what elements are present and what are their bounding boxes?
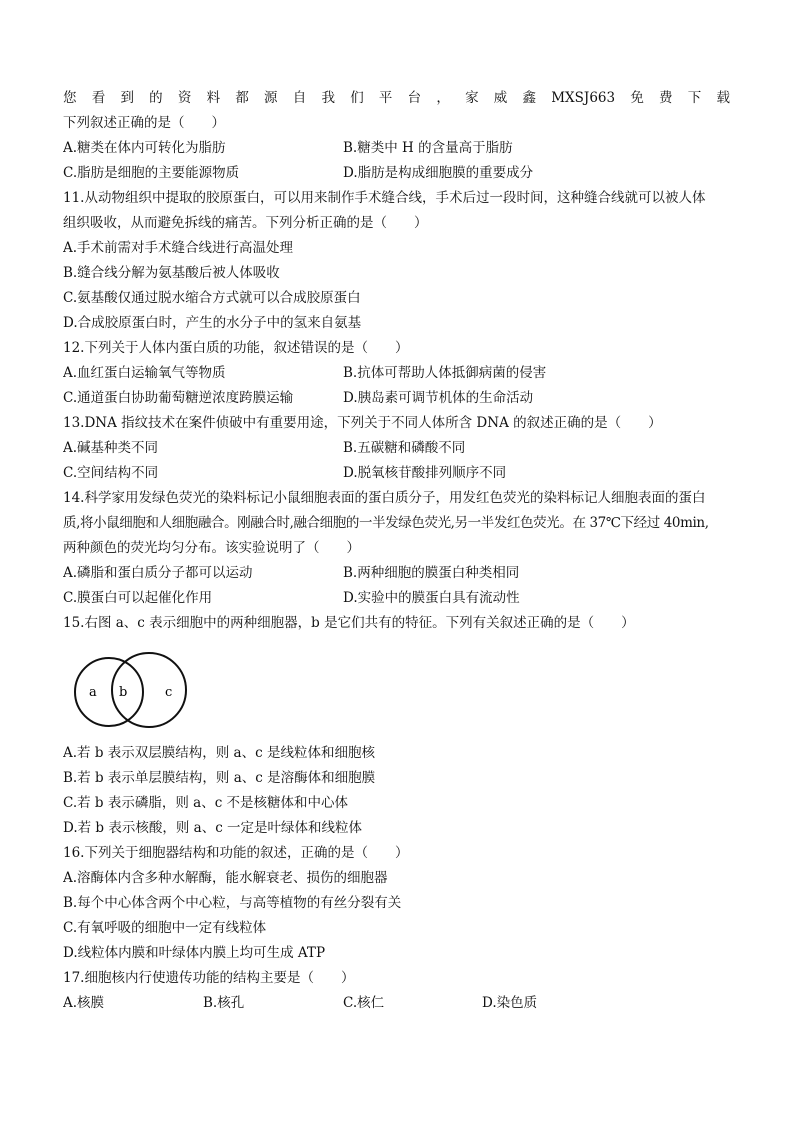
source-header [63, 86, 730, 111]
header-char: 源 [264, 90, 278, 106]
q15-stem: 15.右图 a、c 表示细胞中的两种细胞器，b 是它们共有的特征。下列有关叙述正确的是（ ） [63, 615, 635, 631]
header-char: 们 [350, 90, 364, 106]
header-code: MXSJ663 [551, 90, 616, 106]
header-char: 平 [378, 90, 393, 106]
q17-option-a: A.核膜 [63, 995, 105, 1011]
q13-options-row1 [63, 436, 733, 461]
header-char: 料 [206, 90, 221, 106]
q11-option-b: B.缝合线分解为氨基酸后被人体吸收 [63, 265, 280, 281]
q13-option-c: C.空间结构不同 [63, 465, 159, 481]
header-char: 我 [321, 90, 335, 106]
header-char: 费 [659, 90, 673, 106]
venn-label-a: a [89, 685, 97, 700]
q14-option-d: D.实验中的膜蛋白具有流动性 [343, 590, 520, 606]
q17-stem: 17.细胞核内行使遗传功能的结构主要是（ ） [63, 970, 355, 986]
q15-option-c: C.若 b 表示磷脂，则 a、c 不是核糖体和中心体 [63, 795, 349, 811]
q14-option-b: B.两种细胞的膜蛋白种类相同 [343, 565, 520, 581]
q12-option-a: A.血红蛋白运输氧气等物质 [63, 365, 226, 381]
q12-options-row2 [63, 386, 733, 411]
header-char: 免 [630, 90, 644, 106]
q17-option-c: C.核仁 [343, 995, 385, 1011]
venn-diagram-svg [72, 648, 188, 732]
venn-label-b: b [119, 685, 128, 700]
q14-option-a: A.磷脂和蛋白质分子都可以运动 [63, 565, 253, 581]
venn-label-c: c [165, 685, 173, 700]
q14-stem-line1: 14.科学家用发绿色荧光的染料标记小鼠细胞表面的蛋白质分子，用发红色荧光的染料标记人细胞表面的蛋白 [63, 490, 706, 506]
q12-options-row1 [63, 361, 733, 386]
q16-option-c: C.有氧呼吸的细胞中一定有线粒体 [63, 920, 267, 936]
q16-option-b: B.每个中心体含两个中心粒，与高等植物的有丝分裂有关 [63, 895, 402, 911]
q13-options-row2 [63, 461, 733, 486]
q15-option-b: B.若 b 表示单层膜结构，则 a、c 是溶酶体和细胞膜 [63, 770, 376, 786]
header-char: 家 [465, 90, 479, 106]
q11-option-d: D.合成胶原蛋白时，产生的水分子中的氢来自氨基 [63, 315, 362, 331]
q16-option-d: D.线粒体内膜和叶绿体内膜上均可生成 ATP [63, 945, 326, 961]
q17-option-d: D.染色质 [482, 995, 538, 1011]
header-char: ， [436, 90, 450, 106]
header-char: 下 [687, 90, 702, 106]
q10-option-d: D.脂肪是构成细胞膜的重要成分 [343, 165, 534, 181]
q15-option-a: A.若 b 表示双层膜结构，则 a、c 是线粒体和细胞核 [63, 745, 375, 761]
q14-option-c: C.膜蛋白可以起催化作用 [63, 590, 213, 606]
q10-option-c: C.脂肪是细胞的主要能源物质 [63, 165, 240, 181]
header-char: 台 [407, 90, 422, 106]
q11-option-c: C.氨基酸仅通过脱水缩合方式就可以合成胶原蛋白 [63, 290, 361, 306]
q14-stem-line2: 质,将小鼠细胞和人细胞融合。刚融合时,融合细胞的一半发绿色荧光,另一半发红色荧光。在 37℃下经过 40min, [63, 515, 709, 531]
q15-option-d: D.若 b 表示核酸，则 a、c 一定是叶绿体和线粒体 [63, 820, 363, 836]
header-char: 载 [716, 90, 730, 106]
q10-option-a: A.糖类在体内可转化为脂肪 [63, 140, 226, 156]
header-char: 资 [177, 90, 192, 106]
header-char: 到 [120, 90, 134, 106]
q10-options-row1 [63, 136, 733, 161]
q12-stem: 12.下列关于人体内蛋白质的功能，叙述错误的是（ ） [63, 340, 409, 356]
header-char: 都 [235, 90, 249, 106]
header-char: 鑫 [522, 90, 536, 106]
q16-stem: 16.下列关于细胞器结构和功能的叙述，正确的是（ ） [63, 845, 409, 861]
header-char: 威 [493, 90, 508, 106]
q12-option-c: C.通道蛋白协助葡萄糖逆浓度跨膜运输 [63, 390, 294, 406]
q11-stem-line1: 11.从动物组织中提取的胶原蛋白，可以用来制作手术缝合线，手术后过一段时间，这种缝合线就可以被人体 [63, 190, 706, 206]
venn-circle-left [75, 658, 143, 726]
q13-option-a: A.碱基种类不同 [63, 440, 159, 456]
header-char: 您 [63, 90, 77, 106]
venn-diagram [72, 648, 188, 732]
q12-option-b: B.抗体可帮助人体抵御病菌的侵害 [343, 365, 547, 381]
q11-stem-line2: 组织吸收，从而避免拆线的痛苦。下列分析正确的是（ ） [63, 215, 428, 231]
q11-option-a: A.手术前需对手术缝合线进行高温处理 [63, 240, 294, 256]
q14-options-row2 [63, 586, 733, 611]
q17-option-b: B.核孔 [203, 995, 245, 1011]
q10-option-b: B.糖类中 H 的含量高于脂肪 [343, 140, 513, 156]
q10-options-row2 [63, 161, 733, 186]
q13-stem: 13.DNA 指纹技术在案件侦破中有重要用途，下列关于不同人体所含 DNA 的叙述正确的是（ ） [63, 415, 662, 431]
q10-stem: 下列叙述正确的是（ ） [63, 115, 225, 131]
q13-option-b: B.五碳糖和磷酸不同 [343, 440, 466, 456]
header-char: 看 [91, 90, 106, 106]
q14-stem-line3: 两种颜色的荧光均匀分布。该实验说明了（ ） [63, 540, 360, 556]
header-char: 的 [149, 90, 163, 106]
q12-option-d: D.胰岛素可调节机体的生命活动 [343, 390, 534, 406]
q13-option-d: D.脱氧核苷酸排列顺序不同 [343, 465, 507, 481]
q16-option-a: A.溶酶体内含多种水解酶，能水解衰老、损伤的细胞器 [63, 870, 388, 886]
q14-options-row1 [63, 561, 733, 586]
q17-options-row [63, 991, 733, 1016]
header-char: 自 [292, 90, 307, 106]
